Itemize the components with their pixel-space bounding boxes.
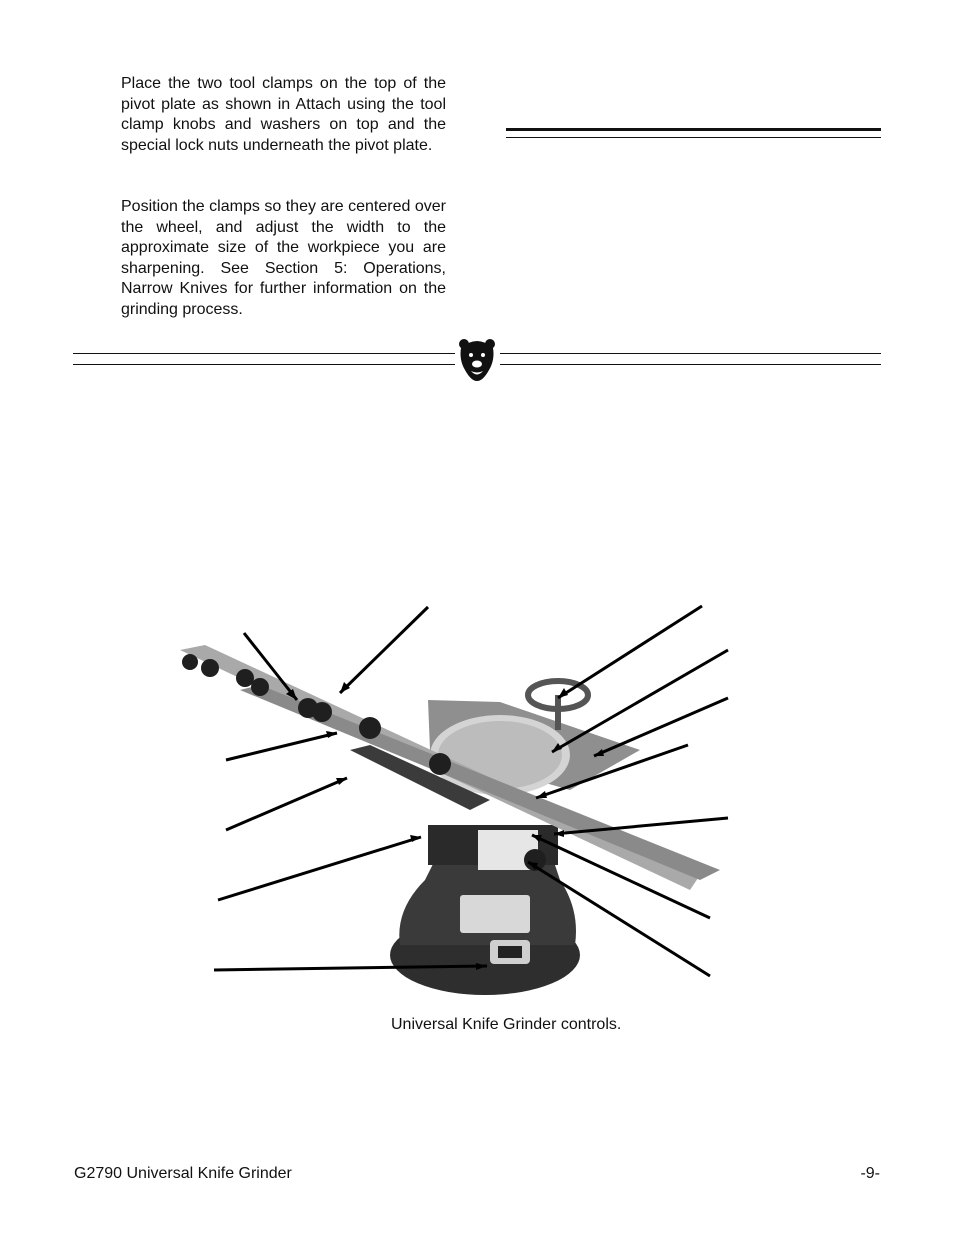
- instruction-paragraph-2: Position the clamps so they are centered over the wheel, and adjust the width to the approximate size of the workpiece you are sharpening. See Section 5: Operations, Narrow Knives for further information on the grinding process.: [121, 198, 446, 318]
- footer-title: G2790 Universal Knife Grinder: [74, 1165, 292, 1182]
- heading-rule-thick: [506, 128, 881, 131]
- divider-right-bottom: [500, 364, 881, 365]
- heading-rule-thin: [506, 137, 881, 138]
- divider-right-top: [500, 353, 881, 354]
- grizzly-bear-logo-icon: [458, 338, 496, 382]
- divider-left-bottom: [73, 364, 455, 365]
- knife-grinder-figure: [160, 590, 760, 1010]
- figure-caption: Universal Knife Grinder controls.: [391, 1016, 622, 1033]
- instruction-paragraph-1: Place the two tool clamps on the top of the pivot plate as shown in Attach using the tool clamp knobs and washers on top and the special lock nuts underneath the pivot plate.: [121, 75, 446, 154]
- divider-left-top: [73, 353, 455, 354]
- page-number: -9-: [860, 1165, 880, 1182]
- grinder-base: [390, 825, 580, 995]
